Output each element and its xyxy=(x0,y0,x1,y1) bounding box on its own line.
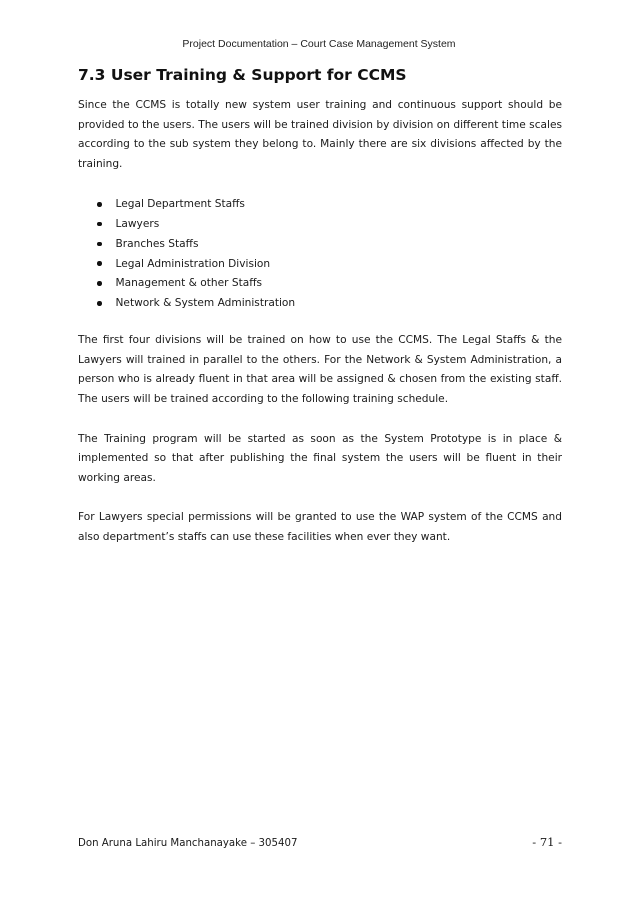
training-schedule-paragraph: The Training program will be started as soon as the System Prototype is in place & implemented so that after publishing the final system the users will be fluent in their working areas. xyxy=(78,432,562,484)
list-item xyxy=(78,254,562,274)
page-header: Project Documentation – Court Case Management System xyxy=(182,38,456,50)
list-item xyxy=(78,293,562,313)
list-item xyxy=(78,234,562,254)
bullet-icon xyxy=(97,281,102,286)
bullet-icon xyxy=(97,301,102,306)
page-footer xyxy=(78,835,562,849)
list-item xyxy=(78,194,562,214)
training-approach-paragraph: The first four divisions will be trained on how to use the CCMS. The Legal Staffs & the Lawyers will trained in parallel to the others. For the Network & System Administration, a person who is already fluent in that area will be assigned & chosen from the existing staff. The users will be trained according to the following training schedule. xyxy=(78,334,562,405)
list-item xyxy=(78,214,562,234)
bullet-icon xyxy=(97,242,102,247)
list-item-label: Network & System Administration xyxy=(115,297,296,310)
footer-author: Don Aruna Lahiru Manchanayake – 305407 xyxy=(78,838,298,849)
list-item-label: Legal Administration Division xyxy=(115,257,271,270)
list-item-label: Legal Department Staffs xyxy=(115,198,245,211)
list-item-label: Management & other Staffs xyxy=(115,277,263,290)
intro-paragraph: Since the CCMS is totally new system user training and continuous support should be provided to the users. The users will be trained division by division on different time scales according to the sub system they belong to. Mainly there are six divisions affected by the training. xyxy=(78,99,562,170)
bullet-icon xyxy=(97,222,102,227)
bullet-icon xyxy=(97,261,102,266)
page-content xyxy=(78,64,562,568)
section-title: 7.3 User Training & Support for CCMS xyxy=(78,66,407,84)
division-list xyxy=(78,194,562,313)
bullet-icon xyxy=(97,202,102,207)
support-paragraph: For Lawyers special permissions will be granted to use the WAP system of the CCMS and also department’s staffs can use these facilities when ever they want. xyxy=(78,511,562,543)
list-item-label: Lawyers xyxy=(115,218,160,231)
list-item xyxy=(78,274,562,294)
list-item-label: Branches Staffs xyxy=(115,237,199,250)
page-number: - 71 - xyxy=(532,835,562,849)
